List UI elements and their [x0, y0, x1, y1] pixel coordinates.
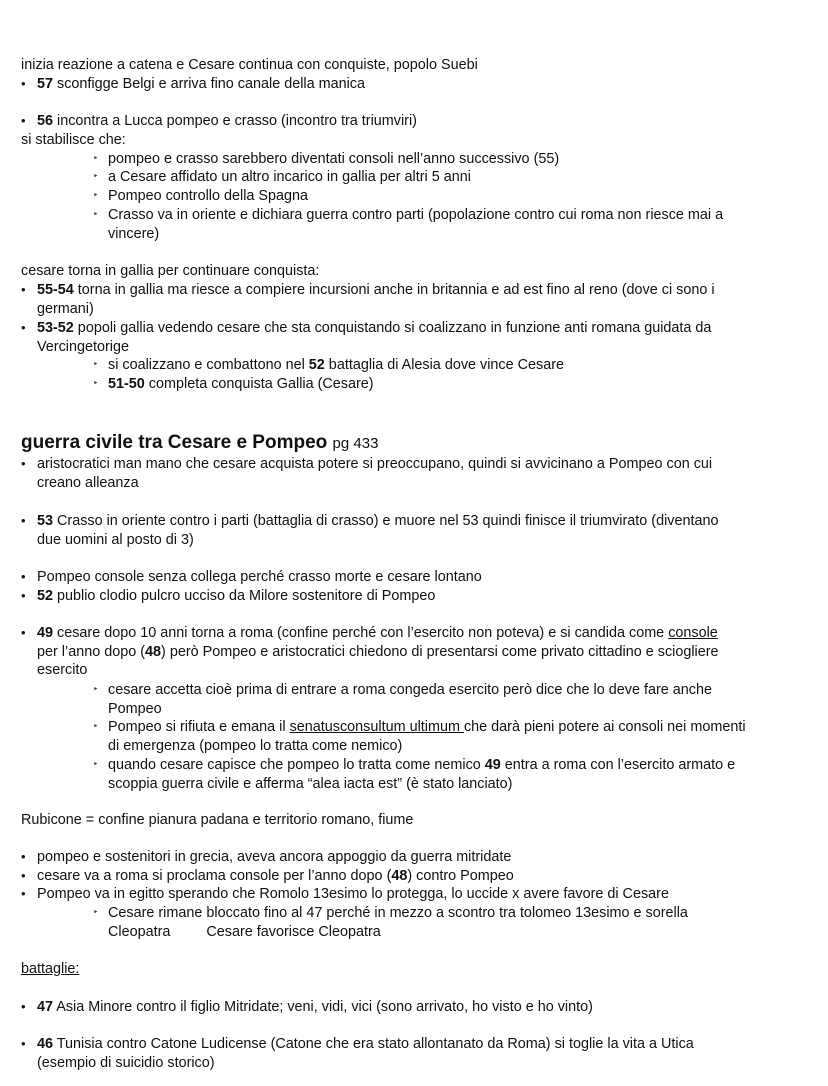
item-text: Cleopatra — [108, 923, 171, 940]
item-text: sconfigge Belgi e arriva fino canale della manica — [53, 76, 365, 92]
year: 52 — [308, 357, 325, 373]
list-item — [21, 112, 417, 131]
bullet-icon: • — [21, 320, 26, 335]
section-heading — [21, 431, 378, 456]
triangle-bullet-icon: ‣ — [93, 209, 99, 219]
year: 53 — [37, 513, 54, 529]
list-item — [21, 568, 482, 587]
sub-list-item — [93, 168, 471, 187]
triangle-bullet-icon: ‣ — [93, 684, 99, 694]
year: 49 — [484, 757, 501, 773]
list-item — [21, 848, 511, 867]
triangle-bullet-icon: ‣ — [93, 378, 99, 388]
triangle-bullet-icon: ‣ — [93, 359, 99, 369]
triangle-bullet-icon: ‣ — [93, 907, 99, 917]
item-text: ) contro Pompeo — [407, 868, 514, 884]
item-text: incontra a Lucca pompeo e crasso (incontro tra triumviri) — [53, 113, 417, 129]
item-text: a Cesare affidato un altro incarico in gallia per altri 5 anni — [108, 169, 471, 185]
item-text: Crasso va in oriente e dichiara guerra contro parti (popolazione contro cui roma non riesce mai a — [108, 207, 724, 223]
sub-list-item — [93, 187, 308, 206]
paragraph: Rubicone = confine pianura padana e territorio romano, fiume — [21, 812, 414, 828]
list-item — [21, 75, 365, 94]
item-text: pompeo e crasso sarebbero diventati consoli nell’anno successivo (55) — [108, 151, 560, 167]
item-text: (esempio di suicidio storico) — [37, 1054, 215, 1071]
item-text: pompeo e sostenitori in grecia, aveva ancora appoggio da guerra mitridate — [37, 849, 512, 865]
item-text: cesare accetta cioè prima di entrare a roma congeda esercito però dice che lo deve fare anche — [108, 682, 712, 698]
item-text: Tunisia contro Catone Ludicense (Catone che era stato allontanato da Roma) si toglie la vita a Utica — [53, 1036, 694, 1052]
item-text: Cesare favorisce Cleopatra — [206, 923, 381, 940]
item-text: scoppia guerra civile e afferma “alea iacta est” (è stato lanciato) — [108, 775, 513, 792]
item-text: Pompeo console senza collega perché crasso morte e cesare lontano — [37, 569, 482, 585]
item-text: che darà pieni potere ai consoli nei momenti — [463, 719, 746, 735]
item-text: completa conquista Gallia (Cesare) — [144, 376, 374, 392]
item-text: cesare dopo 10 anni torna a roma (confine perché con l’esercito non poteva) e si candida come — [53, 625, 669, 641]
item-text: esercito — [37, 662, 88, 679]
item-text: battaglia di Alesia dove vince Cesare — [324, 357, 565, 373]
paragraph: si stabilisce che: — [21, 132, 126, 148]
bullet-icon: • — [21, 513, 26, 528]
item-text: si coalizzano e combattono nel — [108, 357, 309, 373]
list-item — [21, 455, 712, 492]
item-text: vincere) — [108, 225, 160, 242]
triangle-bullet-icon: ‣ — [93, 721, 99, 731]
sub-list-item — [93, 756, 735, 793]
heading-text: guerra civile tra Cesare e Pompeo — [21, 432, 328, 453]
item-text: ) però Pompeo e aristocratici chiedono di presentarsi come privato cittadino e sciogliere — [161, 643, 719, 660]
list-item — [21, 624, 719, 680]
heading-text: battaglie: — [21, 961, 80, 977]
year: 47 — [37, 999, 54, 1015]
year: 48 — [145, 643, 162, 660]
paragraph: cesare torna in gallia per continuare conquista: — [21, 263, 320, 279]
year: 49 — [37, 625, 54, 641]
year: 52 — [37, 588, 54, 604]
list-item — [21, 512, 719, 549]
list-item — [21, 867, 514, 886]
bullet-icon: • — [21, 886, 26, 901]
bullet-icon: • — [21, 113, 26, 128]
battaglie-heading — [21, 960, 79, 979]
item-text: per l’anno dopo ( — [37, 643, 146, 660]
triangle-bullet-icon: ‣ — [93, 190, 99, 200]
sub-list-item — [93, 206, 723, 243]
item-text: creano alleanza — [37, 474, 139, 491]
item-text: di emergenza (pompeo lo tratta come nemico) — [108, 737, 403, 754]
item-text: germani) — [37, 300, 94, 317]
bullet-icon: • — [21, 1036, 26, 1051]
list-item — [21, 587, 435, 606]
underlined-term: senatusconsultum ultimum — [289, 719, 464, 735]
item-text: Pompeo si rifiuta e emana il — [108, 719, 290, 735]
list-item — [21, 281, 715, 318]
underlined-term: console — [668, 625, 718, 641]
year: 53-52 — [37, 320, 74, 336]
item-text: Pompeo controllo della Spagna — [108, 188, 309, 204]
list-item — [21, 885, 669, 904]
bullet-icon: • — [21, 76, 26, 91]
item-text: torna in gallia ma riesce a compiere incursioni anche in britannia e ad est fino al reno (dove ci sono i — [73, 282, 715, 298]
bullet-icon: • — [21, 456, 26, 471]
triangle-bullet-icon: ‣ — [93, 759, 99, 769]
page-reference: pg 433 — [332, 435, 379, 452]
sub-list-item — [93, 718, 746, 755]
item-text: aristocratici man mano che cesare acquista potere si preoccupano, quindi si avvicinano a Pompeo con cui — [37, 456, 713, 472]
sub-list-item — [93, 904, 688, 941]
item-text: Asia Minore contro il figlio Mitridate; veni, vidi, vici (sono arrivato, ho visto e ho vinto) — [53, 999, 593, 1015]
list-item — [21, 1035, 694, 1072]
year: 51-50 — [108, 376, 145, 392]
item-text: Pompeo — [108, 700, 162, 717]
bullet-icon: • — [21, 849, 26, 864]
bullet-icon: • — [21, 569, 26, 584]
sub-list-item — [93, 681, 712, 718]
year: 46 — [37, 1036, 54, 1052]
intro-text: inizia reazione a catena e Cesare continua con conquiste, popolo Suebi — [21, 57, 478, 73]
item-text: cesare va a roma si proclama console per l’anno dopo ( — [37, 868, 392, 884]
triangle-bullet-icon: ‣ — [93, 171, 99, 181]
year: 56 — [37, 113, 54, 129]
triangle-bullet-icon: ‣ — [93, 153, 99, 163]
item-text: entra a roma con l’esercito armato e — [500, 757, 736, 773]
bullet-icon: • — [21, 999, 26, 1014]
list-item — [21, 319, 711, 356]
bullet-icon: • — [21, 282, 26, 297]
sub-list-item — [93, 375, 374, 394]
sub-list-item — [93, 356, 564, 375]
item-text: Vercingetorige — [37, 338, 129, 355]
item-text: publio clodio pulcro ucciso da Milore sostenitore di Pompeo — [53, 588, 436, 604]
bullet-icon: • — [21, 588, 26, 603]
year: 57 — [37, 76, 54, 92]
item-text: quando cesare capisce che pompeo lo tratta come nemico — [108, 757, 485, 773]
year: 55-54 — [37, 282, 74, 298]
item-text: popoli gallia vedendo cesare che sta conquistando si coalizzano in funzione anti romana guidata da — [73, 320, 712, 336]
item-text: Cesare rimane bloccato fino al 47 perché in mezzo a scontro tra tolomeo 13esimo e sorella — [108, 905, 688, 921]
bullet-icon: • — [21, 868, 26, 883]
item-text: Crasso in oriente contro i parti (battaglia di crasso) e muore nel 53 quindi finisce il triumvirato (diventano — [53, 513, 719, 529]
bullet-icon: • — [21, 625, 26, 640]
item-text: due uomini al posto di 3) — [37, 531, 194, 548]
item-text: Pompeo va in egitto sperando che Romolo 13esimo lo protegga, lo uccide x avere favore di Cesare — [37, 886, 669, 902]
list-item — [21, 998, 593, 1017]
sub-list-item — [93, 150, 559, 169]
year: 48 — [391, 868, 408, 884]
